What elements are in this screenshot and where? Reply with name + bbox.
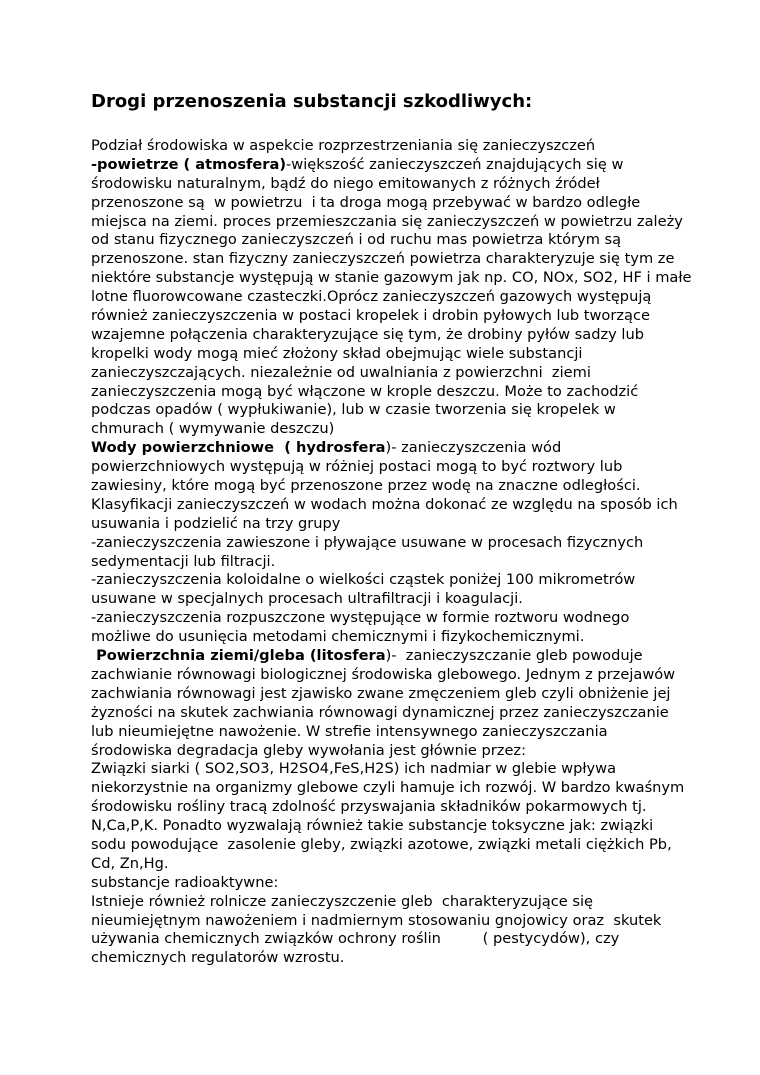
- text-run: zawiesiny, które mogą być przenoszone przez wodę na znaczne odległości.: [91, 477, 641, 495]
- text-line: [91, 609, 731, 628]
- text-run: zachwianie równowagi biologicznej środowiska glebowego. Jednym z przejawów: [91, 665, 676, 683]
- text-run: od stanu fizycznego zanieczyszczeń i od ruchu mas powietrza którym są: [91, 231, 622, 249]
- text-run: lub nieumiejętne nawożenie. W strefie intensywnego zanieczyszczania: [91, 722, 608, 740]
- text-line: [91, 477, 731, 496]
- bold-text-run: -powietrze ( atmosfera): [91, 155, 287, 173]
- text-run: zachwiania równowagi jest zjawisko zwane zmęczeniem gleb czyli obniżenie jej: [91, 684, 671, 702]
- text-run: Związki siarki ( SO2,SO3, H2SO4,FeS,H2S) ich nadmiar w glebie wpływa: [91, 760, 617, 778]
- text-line: [91, 496, 731, 515]
- text-run: miejsca na ziemi. proces przemieszczania się zanieczyszczeń w powietrzu zależy: [91, 212, 683, 230]
- text-run: środowisku rośliny tracą zdolność przyswajania składników pokarmowych tj.: [91, 798, 647, 816]
- text-line: [91, 288, 731, 307]
- text-line: [91, 666, 731, 685]
- text-run: usuwane w specjalnych procesach ultrafiltracji i koagulacji.: [91, 590, 523, 608]
- text-line: [91, 855, 731, 874]
- text-run: Istnieje również rolnicze zanieczyszczenie gleb charakteryzujące się: [91, 892, 594, 910]
- text-run: sodu powodujące zasolenie gleby, związki azotowe, związki metali ciężkich Pb,: [91, 835, 672, 853]
- text-run: przenoszone są w powietrzu i ta droga mogą przebywać w bardzo odległe: [91, 193, 641, 211]
- text-line: [91, 779, 731, 798]
- text-run: podczas opadów ( wypłukiwanie), lub w czasie tworzenia się kropelek w: [91, 401, 616, 419]
- text-run: przenoszone. stan fizyczny zanieczyszczeń powietrza charakteryzuje się tym ze: [91, 250, 675, 268]
- text-run: -zanieczyszczenia rozpuszczone występujące w formie roztworu wodnego: [91, 609, 630, 627]
- text-line: [91, 175, 731, 194]
- text-line: [91, 742, 731, 761]
- text-line: [91, 647, 731, 666]
- text-run: używania chemicznych związków ochrony roślin ( pestycydów), czy: [91, 930, 620, 948]
- text-line: [91, 250, 731, 269]
- text-line: [91, 231, 731, 250]
- text-run: usuwania i podzielić na trzy grupy: [91, 514, 341, 532]
- text-run: -większość zanieczyszczeń znajdujących się w: [286, 155, 624, 173]
- text-run: N,Ca,P,K. Ponadto wyzwalają również takie substancje toksyczne jak: związki: [91, 817, 654, 835]
- text-line: [91, 156, 731, 175]
- text-run: Podział środowiska w aspekcie rozprzestrzeniania się zanieczyszczeń: [91, 137, 596, 154]
- text-line: [91, 439, 731, 458]
- text-line: [91, 760, 731, 779]
- text-line: [91, 571, 731, 590]
- text-run: nieumiejętnym nawożeniem i nadmiernym stosowaniu gnojowicy oraz skutek: [91, 911, 662, 929]
- text-line: [91, 930, 731, 949]
- text-line: [91, 704, 731, 723]
- text-run: Cd, Zn,Hg.: [91, 854, 169, 872]
- text-run: żyzności na skutek zachwiania równowagi dynamicznej przez zanieczyszczanie: [91, 703, 669, 721]
- text-line: [91, 912, 731, 931]
- text-run: )- zanieczyszczanie gleb powoduje: [385, 647, 643, 665]
- document-title: Drogi przenoszenia substancji szkodliwych:: [91, 91, 533, 112]
- bold-text-run: Wody powierzchniowe ( hydrosfera: [91, 439, 386, 457]
- text-line: [91, 345, 731, 364]
- text-line: [91, 534, 731, 553]
- text-run: Klasyfikacji zanieczyszczeń w wodach można dokonać ze względu na sposób ich: [91, 495, 678, 513]
- text-run: -zanieczyszczenia koloidalne o wielkości cząstek poniżej 100 mikrometrów: [91, 571, 636, 589]
- text-line: [91, 874, 731, 893]
- text-line: [91, 383, 731, 402]
- text-line: [91, 553, 731, 572]
- text-line: [91, 628, 731, 647]
- document-body: [91, 137, 731, 968]
- text-run: substancje radioaktywne:: [91, 873, 279, 891]
- text-line: [91, 515, 731, 534]
- text-line: [91, 194, 731, 213]
- text-line: [91, 798, 731, 817]
- text-line: [91, 401, 731, 420]
- text-run: zanieczyszczenia mogą być włączone w krople deszczu. Może to zachodzić: [91, 382, 639, 400]
- text-line: [91, 364, 731, 383]
- text-run: )- zanieczyszczenia wód: [385, 439, 562, 457]
- text-line: [91, 949, 731, 968]
- text-run: również zanieczyszczenia w postaci kropelek i drobin pyłowych lub tworzące: [91, 307, 650, 325]
- text-run: -zanieczyszczenia zawieszone i pływające usuwane w procesach fizycznych: [91, 533, 644, 551]
- text-run: wzajemne połączenia charakteryzujące się tym, że drobiny pyłów sadzy lub: [91, 325, 644, 343]
- text-run: kropelki wody mogą mieć złożony skład obejmując wiele substancji: [91, 344, 583, 362]
- text-run: środowisku naturalnym, bądź do niego emitowanych z różnych źródeł: [91, 174, 600, 192]
- text-line: [91, 420, 731, 439]
- text-run: lotne fluorowcowane czasteczki.Oprócz zanieczyszczeń gazowych występują: [91, 288, 652, 306]
- text-line: [91, 213, 731, 232]
- text-run: chemicznych regulatorów wzrostu.: [91, 949, 345, 967]
- text-line: [91, 307, 731, 326]
- text-line: [91, 137, 731, 156]
- text-line: [91, 590, 731, 609]
- text-line: [91, 893, 731, 912]
- bold-text-run: Powierzchnia ziemi/gleba (litosfera: [91, 647, 386, 665]
- text-run: niektóre substancje występują w stanie gazowym jak np. CO, NOx, SO2, HF i małe: [91, 269, 692, 287]
- text-line: [91, 458, 731, 477]
- text-run: chmurach ( wymywanie deszczu): [91, 420, 335, 438]
- text-run: zanieczyszczających. niezależnie od uwalniania z powierzchni ziemi: [91, 363, 591, 381]
- text-run: możliwe do usunięcia metodami chemicznymi i fizykochemicznymi.: [91, 628, 585, 646]
- text-line: [91, 836, 731, 855]
- text-line: [91, 326, 731, 345]
- text-run: powierzchniowych występują w różniej postaci mogą to być roztwory lub: [91, 458, 623, 476]
- text-line: [91, 685, 731, 704]
- text-run: niekorzystnie na organizmy glebowe czyli hamuje ich rozwój. W bardzo kwaśnym: [91, 779, 685, 797]
- text-run: środowiska degradacja gleby wywołania jest głównie przez:: [91, 741, 527, 759]
- text-run: sedymentacji lub filtracji.: [91, 552, 276, 570]
- text-line: [91, 269, 731, 288]
- text-line: [91, 817, 731, 836]
- text-line: [91, 723, 731, 742]
